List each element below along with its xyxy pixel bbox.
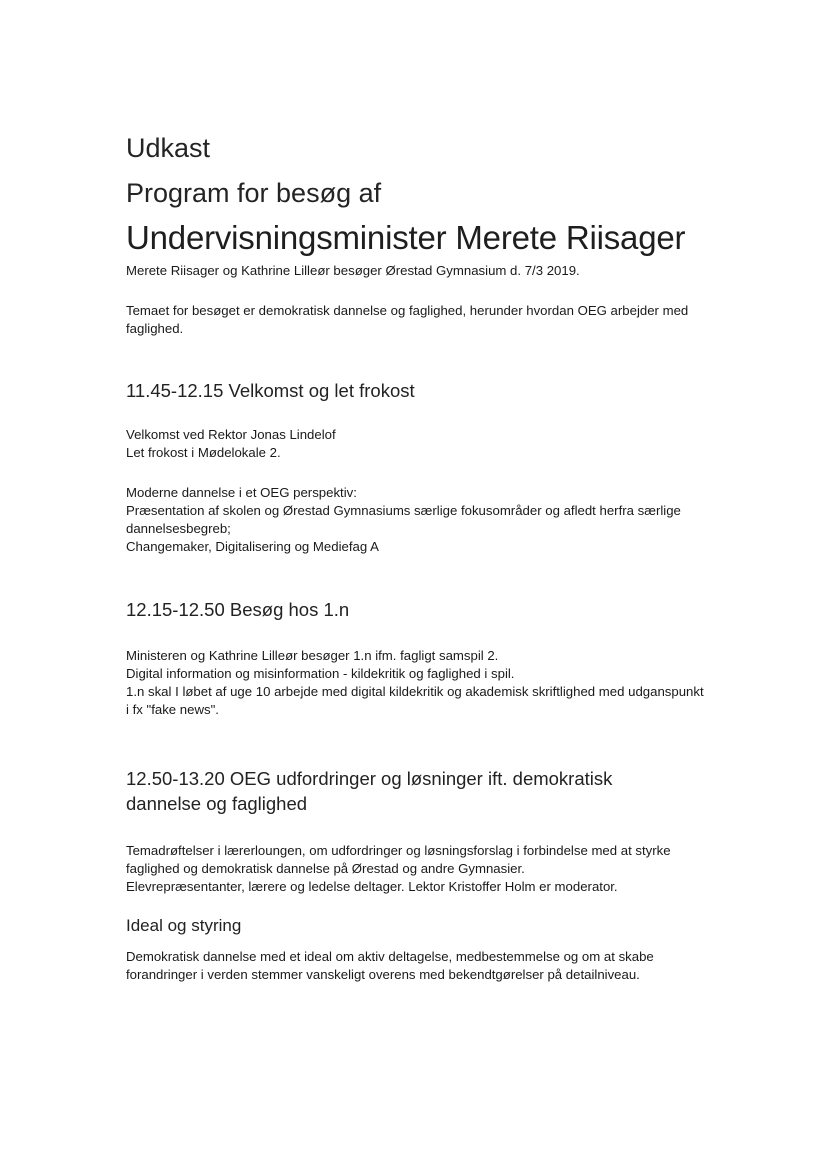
- draft-label: Udkast: [126, 133, 211, 163]
- class-work-line: 1.n skal I løbet af uge 10 arbejde med digital kildekritik og akademisk skriftlighed med udganspunkt i fx "fake news".: [126, 684, 704, 717]
- section-heading-welcome: 11.45-12.15 Velkomst og let frokost: [126, 380, 415, 401]
- visit-line: Ministeren og Kathrine Lilleør besøger 1.n ifm. fagligt samspil 2.: [126, 648, 499, 663]
- section-body-ideal: [126, 948, 706, 984]
- section-heading-visit: 12.15-12.50 Besøg hos 1.n: [126, 599, 350, 620]
- minister-title: Undervisningsminister Merete Riisager: [126, 219, 686, 256]
- section-body-dannelse: [126, 484, 686, 556]
- discussion-line: Temadrøftelser i lærerloungen, om udfordringer og løsningsforslag i forbindelse med at styrke faglighed og demokratisk dannelse på Ørestad og andre Gymnasier.: [126, 843, 671, 876]
- section-body-challenges: [126, 842, 706, 896]
- dannelse-line: Moderne dannelse i et OEG perspektiv:: [126, 485, 357, 500]
- focus-areas-line: Changemaker, Digitalisering og Mediefag A: [126, 539, 379, 554]
- theme-text: Temaet for besøget er demokratisk dannelse og faglighed, herunder hvordan OEG arbejder med faglighed.: [126, 303, 689, 336]
- program-title: Program for besøg af: [126, 178, 382, 208]
- welcome-line: Velkomst ved Rektor Jonas Lindelof: [126, 427, 336, 442]
- participants-line: Elevrepræsentanter, lærere og ledelse deltager. Lektor Kristoffer Holm er moderator.: [126, 879, 618, 894]
- section-body-welcome: [126, 426, 336, 462]
- presentation-line: Præsentation af skolen og Ørestad Gymnasiums særlige fokusområder og afledt herfra særlige dannelsesbegreb;: [126, 503, 681, 536]
- intro-text: Merete Riisager og Kathrine Lilleør besøger Ørestad Gymnasium d. 7/3 2019.: [126, 263, 580, 278]
- section-body-visit: [126, 647, 706, 719]
- lunch-line: Let frokost i Mødelokale 2.: [126, 445, 281, 460]
- digital-line: Digital information og misinformation - kildekritik og faglighed i spil.: [126, 666, 515, 681]
- ideal-line: Demokratisk dannelse med et ideal om aktiv deltagelse, medbestemmelse og om at skabe forandringer i verden stemmer vanskeligt overens med bekendtgørelser på detailniveau.: [126, 949, 654, 982]
- section-heading-ideal: Ideal og styring: [126, 916, 242, 935]
- section-heading-challenges: 12.50-13.20 OEG udfordringer og løsninger ift. demokratisk dannelse og faglighed: [126, 768, 613, 814]
